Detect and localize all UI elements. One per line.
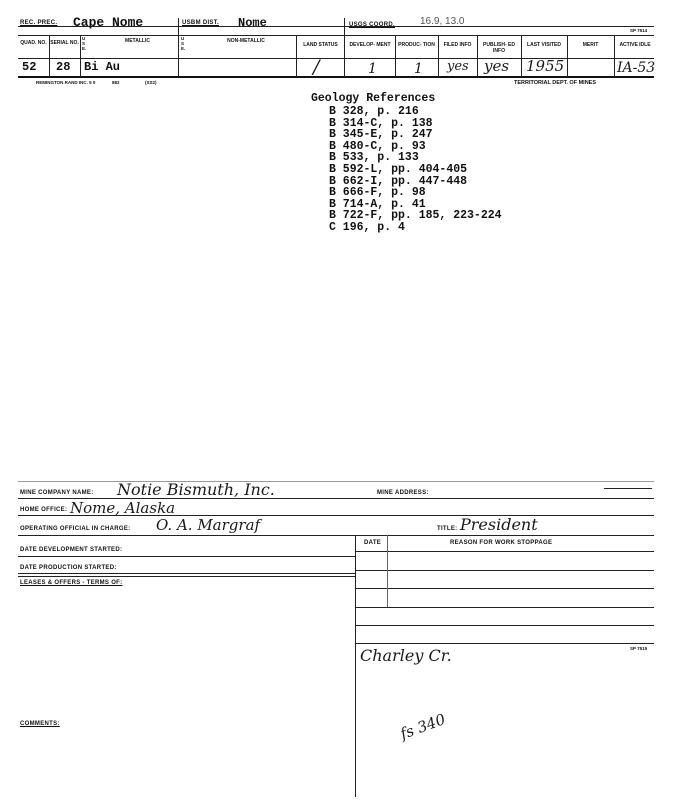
date-column-label: DATE	[364, 540, 382, 546]
geology-reference-item: B 533, p. 133	[329, 151, 419, 165]
printer-sheet: 882	[112, 80, 120, 85]
metallic-value: Bi Au	[84, 60, 121, 74]
printer-code: (SS2)	[145, 80, 157, 85]
nonmetallic-usg-marks: U S E.	[181, 36, 186, 51]
published-info-value: yes	[484, 57, 510, 75]
geology-reference-item: C 196, p. 4	[329, 221, 405, 234]
leases-label: LEASES & OFFERS - TERMS OF:	[20, 580, 123, 586]
mine-address-label: MINE ADDRESS:	[377, 490, 429, 496]
usgs-dist-label: USBM DIST.	[182, 20, 220, 26]
geology-reference-item: B 314-C, p. 138	[329, 116, 433, 130]
serial-no-value: 28	[56, 60, 71, 74]
date-production-label: DATE PRODUCTION STARTED:	[20, 565, 117, 571]
comments-label: COMMENTS:	[20, 721, 60, 727]
printer-imprint: REMINGTON RAND INC. 5 0	[36, 80, 96, 85]
usgs-dist-value: Nome	[238, 16, 267, 30]
col-last-visited: LAST VISITED	[527, 42, 561, 48]
col-nonmetallic: NON-METALLIC	[227, 38, 265, 44]
geology-reference-item: B 592-L, pp. 404-405	[329, 163, 468, 176]
geology-reference-item: B 480-C, p. 93	[329, 139, 426, 153]
operating-official-label: OPERATING OFFICIAL IN CHARGE:	[20, 526, 131, 532]
col-serial-no: SERIAL NO.	[50, 40, 79, 46]
handwritten-note-fs: fs 340	[397, 710, 448, 743]
production-value: 1	[414, 61, 423, 77]
geology-reference-item: B 328, p. 216	[329, 105, 419, 118]
active-idle-value: IA-53	[617, 60, 656, 76]
quad-no-value: 52	[22, 60, 37, 74]
col-published-info: PUBLISH- ED INFO	[483, 42, 515, 54]
col-quad-no: QUAD. NO.	[20, 40, 47, 46]
bottom-form-number: SP 7515	[630, 646, 648, 651]
geology-reference-item: B 662-I, pp. 447-448	[329, 174, 468, 188]
form-number: SP 7514	[630, 28, 648, 33]
operating-official-value: O. A. Margraf	[156, 516, 261, 534]
geology-reference-item: B 722-F, pp. 185, 223-224	[329, 209, 502, 223]
title-label: TITLE:	[437, 526, 458, 532]
rec-prec-label: REC. PREC.	[20, 20, 58, 26]
col-filed-info: FILED INFO	[443, 42, 472, 48]
col-merit: MERIT	[582, 42, 599, 48]
col-metallic: METALLIC	[125, 38, 150, 44]
last-visited-value: 1955	[526, 57, 565, 75]
geology-references-title: Geology References	[311, 92, 436, 105]
geology-reference-item: B 345-E, p. 247	[329, 128, 433, 142]
handwritten-note-charley-creek: Charley Cr.	[360, 646, 452, 665]
agency-imprint: TERRITORIAL DEPT. OF MINES	[514, 80, 596, 86]
metallic-usg-marks: U S E.	[82, 36, 87, 51]
date-development-label: DATE DEVELOPMENT STARTED:	[20, 547, 123, 553]
col-land-status: LAND STATUS	[303, 42, 338, 48]
title-value: President	[460, 515, 538, 534]
development-value: 1	[368, 61, 377, 77]
geology-reference-item: B 714-A, p. 41	[329, 197, 426, 211]
mine-company-name-value: Notie Bismuth, Inc.	[117, 480, 275, 499]
usgs-coord-label: USGS COORD.	[349, 22, 395, 28]
rec-prec-value: Cape Nome	[73, 15, 144, 30]
col-development: DEVELOP- MENT	[349, 42, 391, 48]
usgs-coord-value: 16.9, 13.0	[420, 16, 465, 27]
reason-column-label: REASON FOR WORK STOPPAGE	[450, 540, 553, 546]
mine-company-name-label: MINE COMPANY NAME:	[20, 490, 94, 496]
land-status-value: /	[313, 56, 320, 78]
home-office-value: Nome, Alaska	[70, 499, 176, 517]
geology-reference-item: B 666-F, p. 98	[329, 186, 426, 200]
col-production: PRODUC- TION	[398, 42, 435, 48]
filed-info-value: yes	[447, 59, 469, 74]
home-office-label: HOME OFFICE:	[20, 507, 68, 513]
col-active-idle: ACTIVE IDLE	[619, 42, 651, 48]
